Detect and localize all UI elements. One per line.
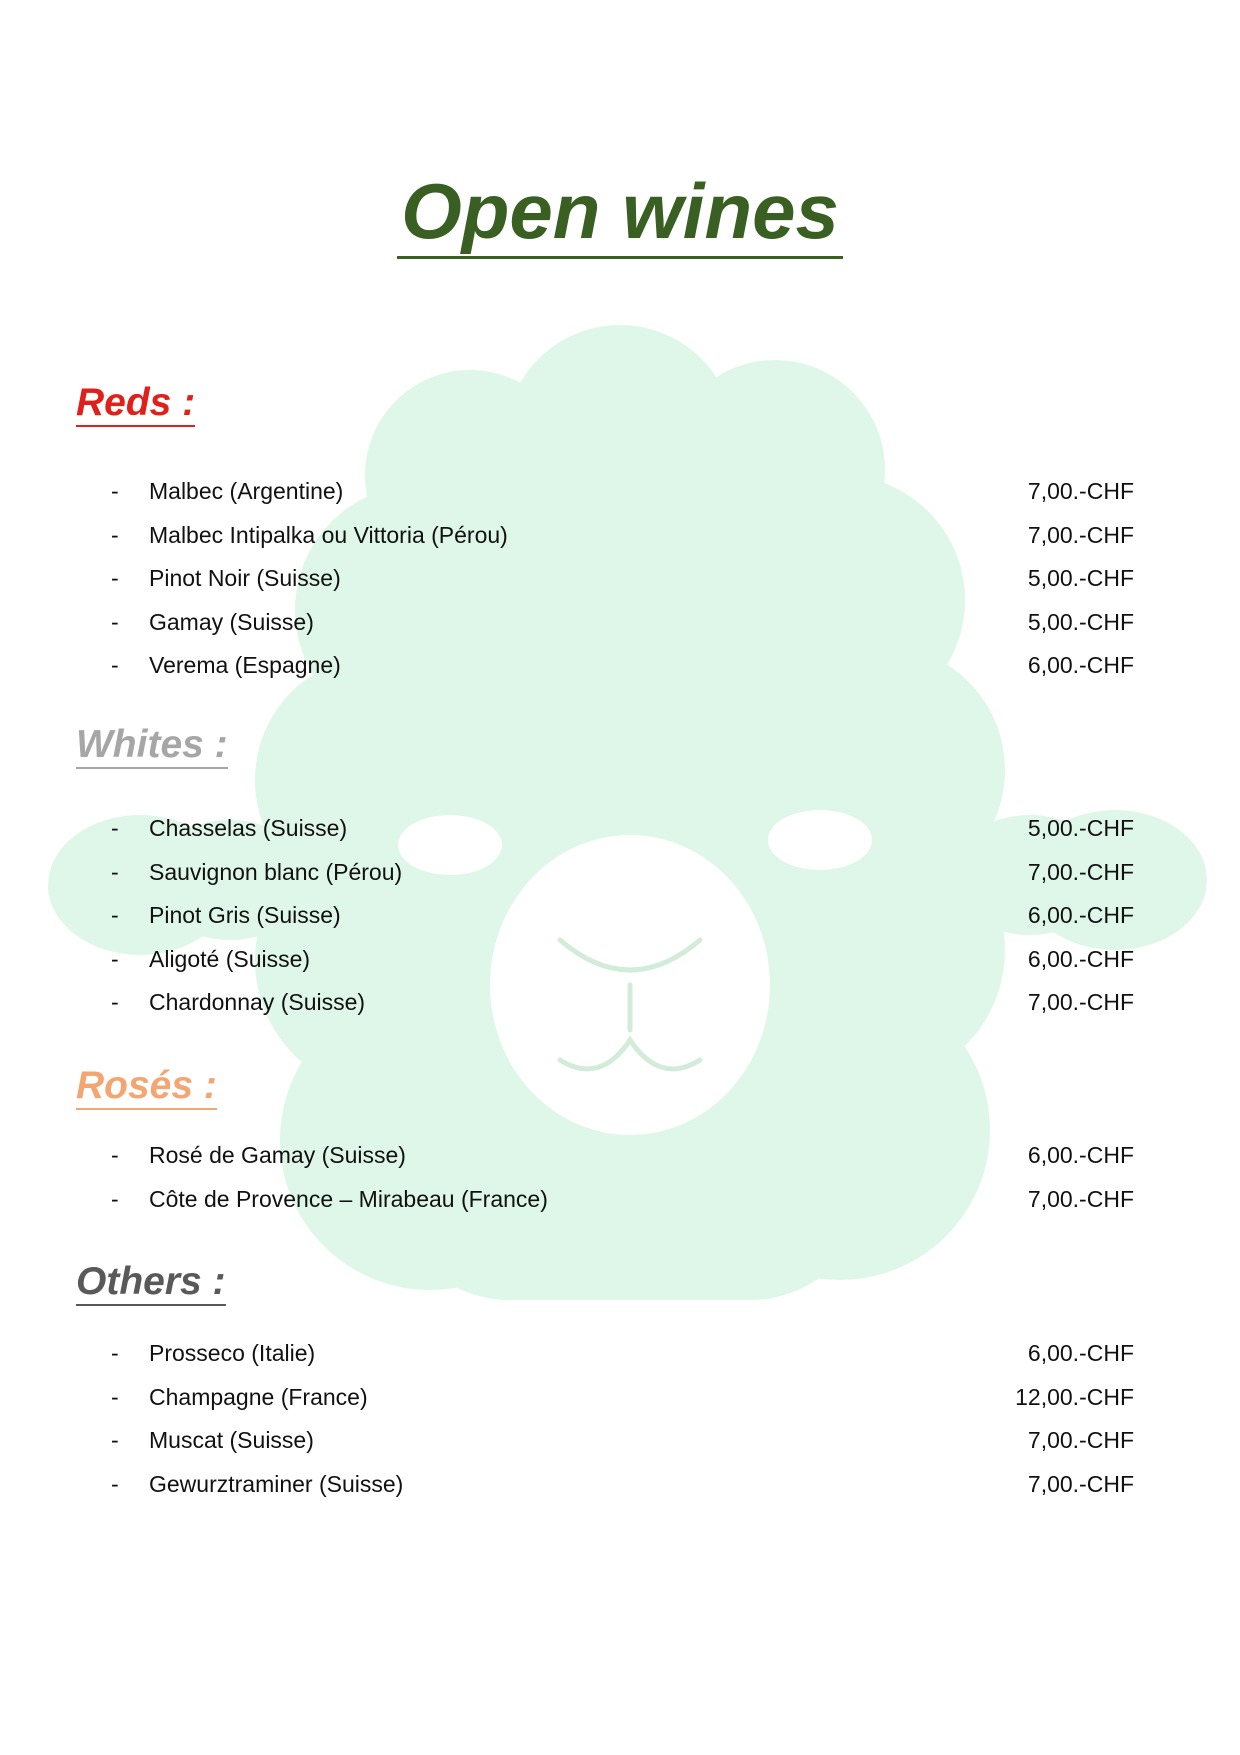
list-item <box>0 902 1240 946</box>
list-dash: - <box>111 652 119 678</box>
list-dash: - <box>111 989 119 1015</box>
list-dash: - <box>111 1427 119 1453</box>
wine-list-reds <box>0 478 1240 696</box>
wine-name: Champagne (France) <box>149 1383 368 1410</box>
wine-price: 5,00.-CHF <box>1027 565 1134 591</box>
wine-name: Rosé de Gamay (Suisse) <box>149 1142 406 1168</box>
wine-name: Verema (Espagne) <box>149 652 341 678</box>
list-dash: - <box>111 521 119 548</box>
list-dash: - <box>111 1470 119 1497</box>
list-dash: - <box>111 1383 119 1410</box>
section-heading-whites: Whites : <box>76 725 228 769</box>
list-item <box>0 1427 1240 1471</box>
wine-price: 6,00.-CHF <box>1027 1340 1134 1366</box>
wine-price: 7,00.-CHF <box>1027 478 1134 504</box>
wine-price: 12,00.-CHF <box>1015 1383 1134 1410</box>
page-title <box>0 167 1240 259</box>
wine-price: 7,00.-CHF <box>1027 521 1134 548</box>
list-item <box>0 652 1240 696</box>
wine-name: Aligoté (Suisse) <box>149 945 311 972</box>
wine-price: 7,00.-CHF <box>1027 989 1134 1015</box>
section-heading-others: Others : <box>76 1262 226 1306</box>
list-item <box>0 522 1240 566</box>
wine-price: 6,00.-CHF <box>1027 945 1134 972</box>
section-heading-roses: Rosés : <box>76 1066 217 1110</box>
wine-name: Malbec Intipalka ou Vittoria (Pérou) <box>149 521 508 548</box>
wine-name: Sauvignon blanc (Pérou) <box>149 858 403 885</box>
wine-name: Chasselas (Suisse) <box>149 815 348 841</box>
wine-name: Pinot Gris (Suisse) <box>149 902 341 928</box>
list-dash: - <box>111 478 119 504</box>
list-item <box>0 1142 1240 1186</box>
list-dash: - <box>111 815 119 841</box>
wine-price: 7,00.-CHF <box>1027 1427 1134 1453</box>
wine-name: Chardonnay (Suisse) <box>149 989 366 1015</box>
list-item <box>0 565 1240 609</box>
list-item <box>0 609 1240 653</box>
wine-name: Muscat (Suisse) <box>149 1427 314 1453</box>
list-item <box>0 946 1240 990</box>
wine-list-roses <box>0 1142 1240 1229</box>
wine-price: 6,00.-CHF <box>1027 652 1134 678</box>
wine-name: Pinot Noir (Suisse) <box>149 565 341 591</box>
list-item <box>0 1186 1240 1230</box>
wine-name: Malbec (Argentine) <box>149 478 344 504</box>
wine-name: Gamay (Suisse) <box>149 608 314 635</box>
list-dash: - <box>111 1340 119 1366</box>
list-item <box>0 859 1240 903</box>
wine-name: Prosseco (Italie) <box>149 1340 316 1366</box>
list-item <box>0 989 1240 1033</box>
list-dash: - <box>111 902 119 928</box>
wine-price: 5,00.-CHF <box>1027 815 1134 841</box>
list-dash: - <box>111 945 119 972</box>
list-dash: - <box>111 858 119 885</box>
wine-price: 6,00.-CHF <box>1027 902 1134 928</box>
wine-name: Côte de Provence – Mirabeau (France) <box>149 1185 548 1212</box>
list-dash: - <box>111 565 119 591</box>
list-dash: - <box>111 608 119 635</box>
list-item <box>0 1384 1240 1428</box>
wine-name: Gewurztraminer (Suisse) <box>149 1470 404 1497</box>
wine-price: 7,00.-CHF <box>1027 1185 1134 1212</box>
wine-price: 7,00.-CHF <box>1027 1470 1134 1497</box>
wine-price: 7,00.-CHF <box>1027 858 1134 885</box>
page-title-text: Open wines <box>397 172 843 259</box>
wine-list-others <box>0 1340 1240 1514</box>
list-dash: - <box>111 1185 119 1212</box>
list-item <box>0 815 1240 859</box>
list-item <box>0 478 1240 522</box>
wine-price: 6,00.-CHF <box>1027 1142 1134 1168</box>
wine-list-whites <box>0 815 1240 1033</box>
section-heading-reds: Reds : <box>76 383 195 427</box>
list-item <box>0 1340 1240 1384</box>
list-dash: - <box>111 1142 119 1168</box>
list-item <box>0 1471 1240 1515</box>
wine-price: 5,00.-CHF <box>1027 608 1134 635</box>
